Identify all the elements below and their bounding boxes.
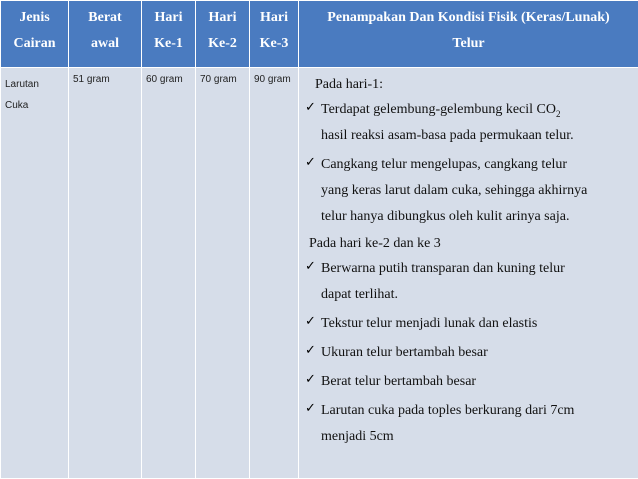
- data-row: [1, 68, 638, 479]
- cell-jenis-cairan: Larutan Cuka: [1, 68, 69, 479]
- header-hari-ke-1: Hari Ke-1: [142, 1, 196, 68]
- header-jenis-cairan: Jenis Cairan: [1, 1, 69, 68]
- header-hari-ke-3: Hari Ke-3: [250, 1, 299, 68]
- bullet-item: ✓ Larutan cuka pada toples berkurang dari 7cm menjadi 5cm: [305, 398, 636, 450]
- checkmark-icon: ✓: [305, 155, 316, 170]
- cell-berat-awal: 51 gram: [69, 68, 142, 479]
- intro-hari-2-3: Pada hari ke-2 dan ke 3: [309, 236, 441, 251]
- checkmark-icon: ✓: [305, 372, 316, 387]
- cell-hari-ke-2: 70 gram: [196, 68, 250, 479]
- checkmark-icon: ✓: [305, 314, 316, 329]
- intro-hari-1: Pada hari-1:: [315, 77, 384, 92]
- checkmark-icon: ✓: [305, 259, 316, 274]
- checkmark-icon: ✓: [305, 100, 316, 115]
- bullet-item: ✓ Berat telur bertambah besar: [305, 369, 636, 395]
- checkmark-icon: ✓: [305, 343, 316, 358]
- header-hari-ke-2: Hari Ke-2: [196, 1, 250, 68]
- cell-hari-ke-1: 60 gram: [142, 68, 196, 479]
- checkmark-icon: ✓: [305, 401, 316, 416]
- header-row: [1, 1, 638, 68]
- bullet-item: ✓ Terdapat gelembung-gelembung kecil $CO_2$ hasil reaksi asam-basa pada permukaan telur.: [305, 97, 636, 149]
- cell-penampakan: [299, 68, 638, 479]
- cell-hari-ke-3: 90 gram: [250, 68, 299, 479]
- bullet-item: ✓ Tekstur telur menjadi lunak dan elastis: [305, 311, 636, 337]
- header-penampakan: Penampakan Dan Kondisi Fisik (Keras/Lunak) Telur: [299, 1, 638, 68]
- header-berat-awal: Berat awal: [69, 1, 142, 68]
- bullet-item: ✓ Ukuran telur bertambah besar: [305, 340, 636, 366]
- bullet-item: ✓ Cangkang telur mengelupas, cangkang telur yang keras larut dalam cuka, sehingga akhirnya telur hanya dibungkus oleh kulit arinya saja.: [305, 152, 636, 230]
- bullet-item: ✓ Berwarna putih transparan dan kuning telur dapat terlihat.: [305, 256, 636, 308]
